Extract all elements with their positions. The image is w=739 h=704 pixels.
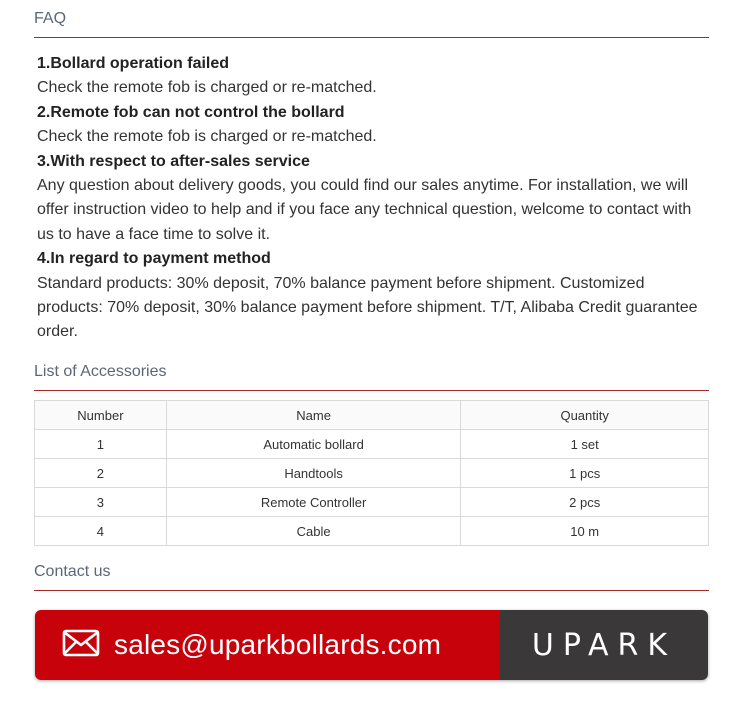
contact-banner bbox=[35, 610, 708, 680]
cell-number: 2 bbox=[35, 459, 167, 488]
cell-name: Cable bbox=[166, 517, 461, 546]
faq-list bbox=[37, 52, 709, 345]
cell-number: 1 bbox=[35, 430, 167, 459]
upark-logo: UPARK bbox=[531, 627, 677, 663]
accessories-heading: List of Accessories bbox=[34, 362, 709, 391]
column-header-number: Number bbox=[35, 401, 167, 430]
cell-name: Remote Controller bbox=[166, 488, 461, 517]
brand-section bbox=[500, 610, 708, 680]
cell-quantity: 10 m bbox=[461, 517, 709, 546]
accessories-table bbox=[34, 400, 709, 546]
cell-quantity: 2 pcs bbox=[461, 488, 709, 517]
contact-heading: Contact us bbox=[34, 562, 709, 591]
column-header-quantity: Quantity bbox=[461, 401, 709, 430]
faq-answer: Check the remote fob is charged or re-matched. bbox=[37, 79, 377, 97]
cell-name: Automatic bollard bbox=[166, 430, 461, 459]
faq-answer: Any question about delivery goods, you could find our sales anytime. For installation, we will offer instruction video to help and if you face any technical question, welcome to contact with us to have a face time to solve it. bbox=[37, 177, 692, 243]
cell-name: Handtools bbox=[166, 459, 461, 488]
faq-heading: FAQ bbox=[34, 9, 709, 38]
envelope-icon bbox=[62, 629, 100, 662]
faq-question: 4.In regard to payment method bbox=[37, 250, 271, 268]
table-row bbox=[35, 430, 709, 459]
cell-quantity: 1 set bbox=[461, 430, 709, 459]
cell-number: 3 bbox=[35, 488, 167, 517]
table-row bbox=[35, 488, 709, 517]
cell-quantity: 1 pcs bbox=[461, 459, 709, 488]
contact-email-link[interactable]: sales@uparkbollards.com bbox=[114, 629, 442, 660]
faq-item bbox=[37, 247, 709, 345]
faq-answer: Check the remote fob is charged or re-matched. bbox=[37, 128, 377, 146]
faq-answer: Standard products: 30% deposit, 70% balance payment before shipment. Customized products: 70% deposit, 30% balance payment before shipment. T/T, Alibaba Credit guarantee order. bbox=[37, 274, 698, 341]
faq-question: 3.With respect to after-sales service bbox=[37, 152, 310, 170]
table-header-row bbox=[35, 401, 709, 430]
column-header-name: Name bbox=[166, 401, 461, 430]
table-row bbox=[35, 459, 709, 488]
faq-question: 1.Bollard operation failed bbox=[37, 55, 230, 72]
faq-item bbox=[37, 150, 709, 248]
faq-question: 2.Remote fob can not control the bollard bbox=[37, 103, 345, 121]
table-row bbox=[35, 517, 709, 546]
faq-item bbox=[37, 101, 709, 150]
email-section[interactable] bbox=[35, 610, 500, 680]
cell-number: 4 bbox=[35, 517, 167, 546]
faq-item bbox=[37, 52, 709, 101]
